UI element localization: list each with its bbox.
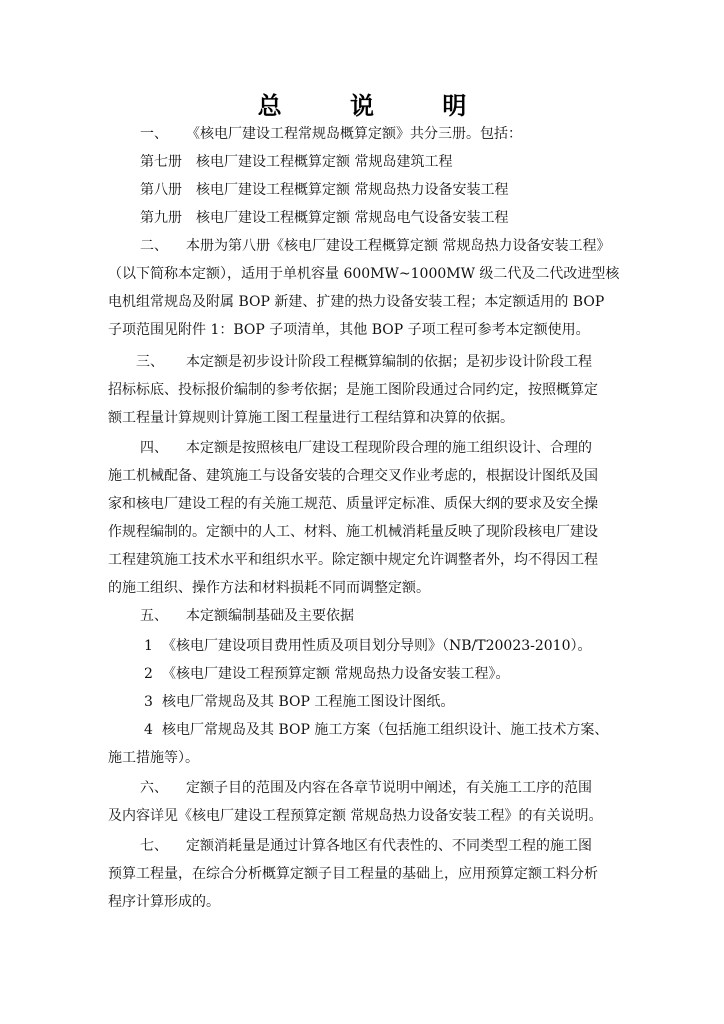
line-text: 工程建筑施工技术水平和组织水平。除定额中规定允许调整者外，均不得因工程	[108, 552, 598, 568]
document-title: 总 说 明	[257, 92, 497, 120]
line-text: 程序计算形成的。	[108, 894, 220, 910]
list-number: 4	[144, 722, 153, 738]
line-text: 的施工组织、操作方法和材料损耗不同而调整定额。	[108, 580, 430, 596]
list-number: 1	[144, 638, 153, 654]
line-text: 施工机械配备、建筑施工与设备安装的合理交叉作业考虑的，根据设计图纸及国	[108, 468, 598, 484]
section-number: 四、	[140, 440, 168, 456]
line-text: 预算工程量，在综合分析概算定额子目工程量的基础上，应用预算定额工料分析	[108, 866, 598, 882]
line-text: 核电厂常规岛及其 BOP 工程施工图设计图纸。	[162, 694, 455, 710]
line-text: 额工程量计算规则计算施工图工程量进行工程结算和决算的依据。	[108, 410, 514, 426]
section-number: 五、	[140, 608, 168, 624]
list-number: 2	[144, 666, 153, 682]
line-text: 作规程编制的。定额中的人工、材料、施工机械消耗量反映了现阶段核电厂建设	[108, 524, 598, 540]
section-number: 六、	[140, 780, 168, 796]
line-text: 子项范围见附件 1：BOP 子项清单，其他 BOP 子项工程可参考本定额使用。	[108, 322, 590, 338]
line-text: （以下简称本定额），适用于单机容量 600MW~1000MW 级二代及二代改进型核	[108, 266, 620, 282]
line-text: 施工措施等）。	[108, 750, 199, 766]
line-text: 定额消耗量是通过计算各地区有代表性的、不同类型工程的施工图	[186, 838, 592, 854]
line-text: 及内容详见《核电厂建设工程预算定额 常规岛热力设备安装工程》的有关说明。	[108, 808, 603, 824]
line-text: 《核电厂建设工程常规岛概算定额》共分三册。包括：	[186, 126, 522, 142]
line-text: 核电厂常规岛及其 BOP 施工方案（包括施工组织设计、施工技术方案、	[162, 722, 609, 738]
line-text: 第八册 核电厂建设工程概算定额 常规岛热力设备安装工程	[140, 182, 509, 198]
section-number: 三、	[136, 354, 164, 370]
line-text: 本册为第八册《核电厂建设工程概算定额 常规岛热力设备安装工程》	[186, 238, 611, 254]
line-text: 本定额编制基础及主要依据	[186, 608, 354, 624]
line-text: 《核电厂建设项目费用性质及项目划分导则》（NB/T20023-2010）。	[162, 638, 592, 654]
line-text: 本定额是按照核电厂建设工程现阶段合理的施工组织设计、合理的	[186, 440, 592, 456]
line-text: 第七册 核电厂建设工程概算定额 常规岛建筑工程	[140, 154, 453, 170]
line-text: 《核电厂建设工程预算定额 常规岛热力设备安装工程》。	[162, 666, 510, 682]
section-number: 二、	[140, 238, 168, 254]
line-text: 本定额是初步设计阶段工程概算编制的依据；是初步设计阶段工程	[186, 354, 592, 370]
section-number: 七、	[140, 838, 168, 854]
line-text: 电机组常规岛及附属 BOP 新建、扩建的热力设备安装工程；本定额适用的 BOP	[108, 294, 605, 310]
list-number: 3	[144, 694, 153, 710]
line-text: 第九册 核电厂建设工程概算定额 常规岛电气设备安装工程	[140, 210, 509, 226]
line-text: 家和核电厂建设工程的有关施工规范、质量评定标准、质保大纲的要求及安全操	[108, 496, 598, 512]
line-text: 招标标底、投标报价编制的参考依据；是施工图阶段通过合同约定，按照概算定	[108, 382, 598, 398]
line-text: 定额子目的范围及内容在各章节说明中阐述，有关施工工序的范围	[186, 780, 592, 796]
section-number: 一、	[140, 126, 168, 142]
